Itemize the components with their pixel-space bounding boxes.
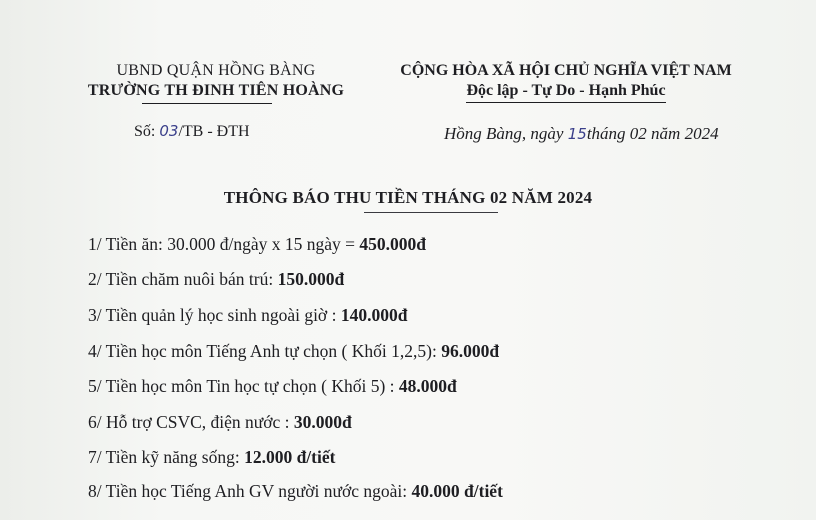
fee-item	[88, 412, 352, 433]
fee-label: 1/ Tiền ăn: 30.000 đ/ngày x 15 ngày =	[88, 234, 360, 254]
fee-item	[88, 305, 407, 326]
date-suffix: tháng 02 năm 2024	[586, 124, 719, 143]
fee-amount: 450.000đ	[359, 234, 427, 254]
fee-amount: 140.000đ	[340, 305, 408, 325]
issuer-school: TRƯỜNG TH ĐINH TIÊN HOÀNG	[87, 82, 345, 99]
fee-item	[88, 447, 335, 468]
place-date	[444, 124, 719, 144]
country-name: CỘNG HÒA XÃ HỘI CHỦ NGHĨA VIỆT NAM	[400, 62, 732, 79]
issuer-org: UBND QUẬN HỒNG BÀNG	[116, 62, 316, 79]
fee-label: 8/ Tiền học Tiếng Anh GV người nước ngoài:	[88, 481, 412, 501]
title-pen-mark	[364, 212, 498, 213]
fee-amount: 12.000 đ/tiết	[244, 447, 336, 467]
fee-item	[88, 341, 499, 362]
issuer-block	[66, 61, 366, 101]
fee-item	[88, 481, 503, 502]
date-day-handwritten: 15	[567, 125, 587, 143]
fee-item	[88, 234, 426, 255]
date-prefix: Hồng Bàng, ngày	[444, 124, 568, 143]
fee-label: 3/ Tiền quản lý học sinh ngoài giờ :	[88, 305, 341, 325]
fee-item	[88, 376, 457, 397]
national-header	[372, 61, 760, 103]
fee-item	[88, 269, 344, 290]
fee-label: 2/ Tiền chăm nuôi bán trú:	[88, 269, 278, 289]
docno-handwritten: 03	[159, 122, 179, 140]
document-number	[134, 122, 250, 141]
fee-amount: 48.000đ	[398, 376, 457, 396]
fee-amount: 150.000đ	[277, 269, 345, 289]
fee-label: 7/ Tiền kỹ năng sống:	[88, 447, 245, 467]
fee-label: 6/ Hỗ trợ CSVC, điện nước :	[88, 412, 294, 432]
fee-amount: 96.000đ	[441, 341, 500, 361]
docno-prefix: Số:	[134, 123, 160, 140]
issuer-underline	[142, 103, 272, 104]
fee-label: 4/ Tiền học môn Tiếng Anh tự chọn ( Khối 1,2,5):	[88, 341, 442, 361]
national-motto: Độc lập - Tự Do - Hạnh Phúc	[466, 81, 665, 103]
docno-suffix: /TB - ĐTH	[178, 123, 250, 140]
fee-amount: 40.000 đ/tiết	[411, 481, 503, 501]
document-title: THÔNG BÁO THU TIỀN THÁNG 02 NĂM 2024	[223, 188, 593, 207]
fee-label: 5/ Tiền học môn Tin học tự chọn ( Khối 5) :	[88, 376, 399, 396]
fee-amount: 30.000đ	[293, 412, 352, 432]
